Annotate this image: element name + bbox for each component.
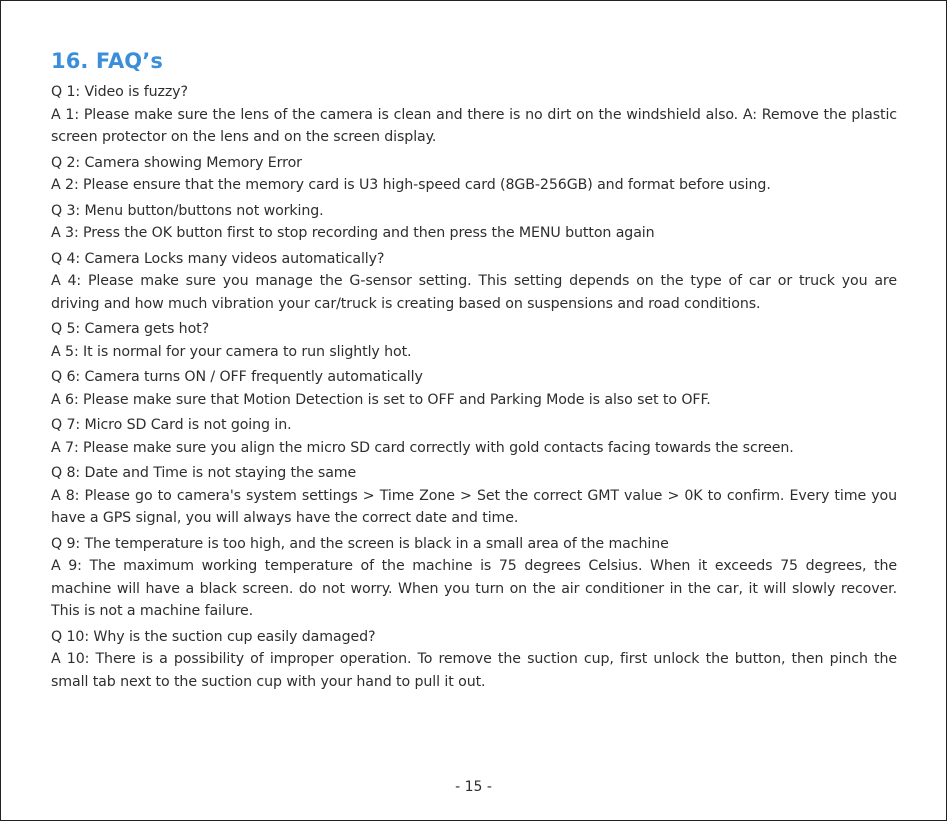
page-number: - 15 - — [455, 779, 492, 795]
faq-question: Q 2: Camera showing Memory Error — [51, 154, 302, 171]
faq-item-2 — [51, 152, 897, 197]
faq-answer: A 7: Please make sure you align the micro SD card correctly with gold contacts facing towards the screen. — [51, 439, 794, 456]
faq-item-1 — [51, 81, 897, 149]
faq-answer: A 4: Please make sure you manage the G-sensor setting. This setting depends on the type of car or truck you are driving and how much vibration your car/truck is creating based on suspensions and road conditions. — [51, 273, 897, 312]
faq-question: Q 6: Camera turns ON / OFF frequently automatically — [51, 369, 423, 385]
faq-question: Q 5: Camera gets hot? — [51, 321, 210, 337]
faq-item-3 — [51, 200, 897, 245]
faq-question: Q 1: Video is fuzzy? — [51, 84, 188, 100]
faq-answer: A 3: Press the OK button first to stop recording and then press the MENU button again — [51, 225, 655, 241]
faq-item-7 — [51, 414, 897, 459]
faq-item-6 — [51, 366, 897, 411]
faq-item-9 — [51, 533, 897, 623]
faq-answer: A 8: Please go to camera's system settings > Time Zone > Set the correct GMT value > 0K to confirm. Every time you have a GPS signal, you will always have the correct date and time. — [51, 487, 897, 526]
faq-answer: A 9: The maximum working temperature of the machine is 75 degrees Celsius. When it exceeds 75 degrees, the machine will have a black screen. do not worry. When you turn on the air conditioner in the car, it will slowly recover. This is not a machine failure. — [51, 558, 897, 619]
faq-item-10 — [51, 626, 897, 694]
faq-question: Q 4: Camera Locks many videos automatically? — [51, 250, 385, 267]
section-title: 16. FAQ’s — [51, 49, 163, 73]
faq-question: Q 3: Menu button/buttons not working. — [51, 202, 324, 219]
faq-answer: A 2: Please ensure that the memory card is U3 high-speed card (8GB-256GB) and format before using. — [51, 177, 771, 193]
faq-item-5 — [51, 318, 897, 363]
faq-section — [51, 49, 897, 696]
faq-answer: A 6: Please make sure that Motion Detection is set to OFF and Parking Mode is also set to OFF. — [51, 391, 711, 408]
faq-question: Q 10: Why is the suction cup easily damaged? — [51, 628, 376, 645]
faq-answer: A 10: There is a possibility of improper operation. To remove the suction cup, first unlock the button, then pinch the small tab next to the suction cup with your hand to pull it out. — [51, 651, 897, 690]
faq-answer: A 1: Please make sure the lens of the camera is clean and there is no dirt on the windshield also. A: Remove the plastic screen protector on the lens and on the screen display. — [51, 106, 897, 145]
faq-list — [51, 81, 897, 693]
faq-question: Q 9: The temperature is too high, and the screen is black in a small area of the machine — [51, 535, 669, 552]
faq-item-8 — [51, 462, 897, 530]
faq-answer: A 5: It is normal for your camera to run slightly hot. — [51, 343, 412, 360]
faq-question: Q 8: Date and Time is not staying the same — [51, 465, 357, 481]
faq-item-4 — [51, 248, 897, 316]
faq-question: Q 7: Micro SD Card is not going in. — [51, 417, 292, 433]
